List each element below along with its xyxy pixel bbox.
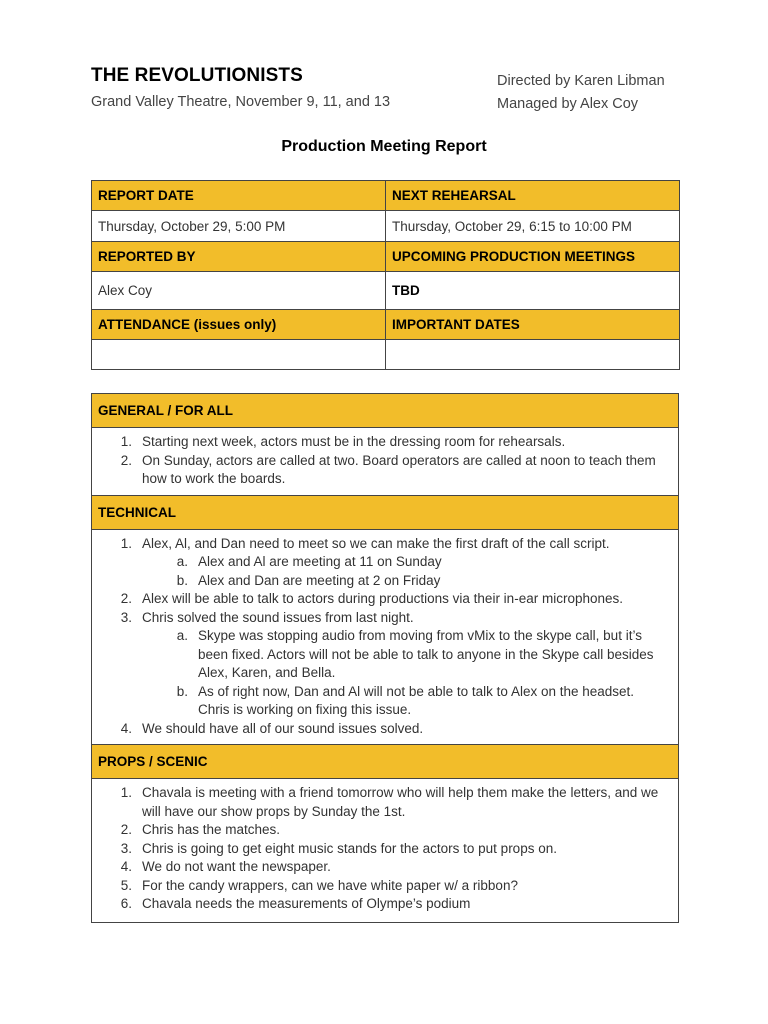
- report-title: Production Meeting Report: [281, 138, 487, 155]
- sub-list-item-text: As of right now, Dan and Al will not be able to talk to Alex on the headset. Chris is working on fixing this issue.: [198, 683, 635, 717]
- list-item-number: 4.: [120, 720, 132, 736]
- sub-list-item-text: Skype was stopping audio from moving from vMix to the skype call, but it’s been fixed. Actors will not be able to talk to anyone in the Skype call besides Alex, Karen, and Bella.: [198, 628, 654, 680]
- list-item: [102, 784, 668, 821]
- list-item-number: 3.: [120, 840, 132, 856]
- list-item-number: 2.: [120, 591, 132, 606]
- props-section-body: [92, 779, 678, 922]
- list-item-number: 2.: [120, 822, 132, 837]
- technical-section-header: TECHNICAL: [92, 495, 678, 530]
- sub-list-item-letter: b.: [176, 683, 188, 699]
- info-row: [92, 211, 680, 242]
- general-section-header: GENERAL / FOR ALL: [92, 394, 678, 428]
- list-item-number: 1.: [120, 434, 132, 449]
- list-item-number: 1.: [120, 535, 132, 551]
- list-item: [102, 720, 668, 739]
- technical-section-body: [92, 530, 678, 745]
- list-item-text: Chavala is meeting with a friend tomorrow who will help them make the letters, and we will have our show props by Sunday the 1st.: [142, 785, 659, 819]
- important-dates-value: [386, 340, 680, 370]
- list-item-number: 6.: [120, 896, 132, 911]
- important-dates-label: IMPORTANT DATES: [386, 310, 680, 340]
- upcoming-meetings-label: UPCOMING PRODUCTION MEETINGS: [386, 242, 680, 272]
- list-item-text: Chavala needs the measurements of Olympe’s podium: [142, 896, 471, 911]
- sub-list-item: [102, 627, 668, 683]
- list-item-number: 5.: [120, 877, 132, 893]
- list-item-number: 1.: [120, 785, 132, 800]
- list-item-text: Chris is going to get eight music stands for the actors to put props on.: [142, 840, 557, 856]
- list-item: [102, 590, 668, 609]
- sub-list-item-letter: b.: [176, 572, 188, 588]
- notes-sections: [91, 393, 679, 923]
- list-item-text: Alex, Al, and Dan need to meet so we can make the first draft of the call script.: [142, 535, 610, 551]
- list-item-text: We should have all of our sound issues solved.: [142, 720, 424, 736]
- list-item: [102, 433, 668, 452]
- sub-list-item: [102, 572, 668, 591]
- info-row: [92, 310, 680, 340]
- upcoming-meetings-value: TBD: [386, 272, 680, 310]
- list-item: [102, 858, 668, 877]
- list-item: [102, 840, 668, 859]
- manager-credit: Managed by Alex Coy: [497, 96, 639, 112]
- props-section-header: PROPS / SCENIC: [92, 744, 678, 779]
- info-row: [92, 340, 680, 370]
- list-item: [102, 821, 668, 840]
- list-item: [102, 877, 668, 896]
- show-title: THE REVOLUTIONISTS: [91, 65, 303, 86]
- info-row: [92, 272, 680, 310]
- info-table: [91, 180, 680, 370]
- sub-list-item: [102, 683, 668, 720]
- list-item: [102, 535, 668, 554]
- report-date-value: Thursday, October 29, 5:00 PM: [92, 211, 386, 242]
- list-item-text: On Sunday, actors are called at two. Board operators are called at noon to teach them how to work the boards.: [142, 452, 656, 486]
- reported-by-label: REPORTED BY: [92, 242, 386, 272]
- sub-list-item: [102, 553, 668, 572]
- attendance-value: [92, 340, 386, 370]
- report-date-label: REPORT DATE: [92, 181, 386, 211]
- list-item-text: Starting next week, actors must be in the dressing room for rehearsals.: [142, 434, 566, 449]
- list-item-number: 3.: [120, 609, 132, 625]
- sub-list-item-letter: a.: [176, 554, 188, 569]
- venue-line: Grand Valley Theatre, November 9, 11, and 13: [91, 94, 391, 110]
- list-item: [102, 895, 668, 914]
- list-item: [102, 452, 668, 489]
- general-section-body: [92, 428, 678, 495]
- next-rehearsal-label: NEXT REHEARSAL: [386, 181, 680, 211]
- info-row: [92, 181, 680, 211]
- info-row: [92, 242, 680, 272]
- header-left: [91, 64, 390, 112]
- header-right: [497, 70, 665, 116]
- sub-list-item-text: Alex and Al are meeting at 11 on Sunday: [198, 554, 442, 569]
- attendance-label: ATTENDANCE (issues only): [92, 310, 386, 340]
- list-item: [102, 609, 668, 628]
- list-item-number: 4.: [120, 859, 132, 874]
- list-item-text: Chris solved the sound issues from last night.: [142, 609, 414, 625]
- reported-by-value: Alex Coy: [92, 272, 386, 310]
- list-item-text: We do not want the newspaper.: [142, 859, 331, 874]
- next-rehearsal-value: Thursday, October 29, 6:15 to 10:00 PM: [386, 211, 680, 242]
- sub-list-item-text: Alex and Dan are meeting at 2 on Friday: [198, 572, 441, 588]
- sub-list-item-letter: a.: [176, 628, 188, 643]
- list-item-text: Chris has the matches.: [142, 822, 281, 837]
- list-item-text: Alex will be able to talk to actors during productions via their in-ear microphones.: [142, 591, 623, 606]
- list-item-number: 2.: [120, 452, 132, 468]
- director-credit: Directed by Karen Libman: [497, 73, 665, 89]
- list-item-text: For the candy wrappers, can we have white paper w/ a ribbon?: [142, 877, 518, 893]
